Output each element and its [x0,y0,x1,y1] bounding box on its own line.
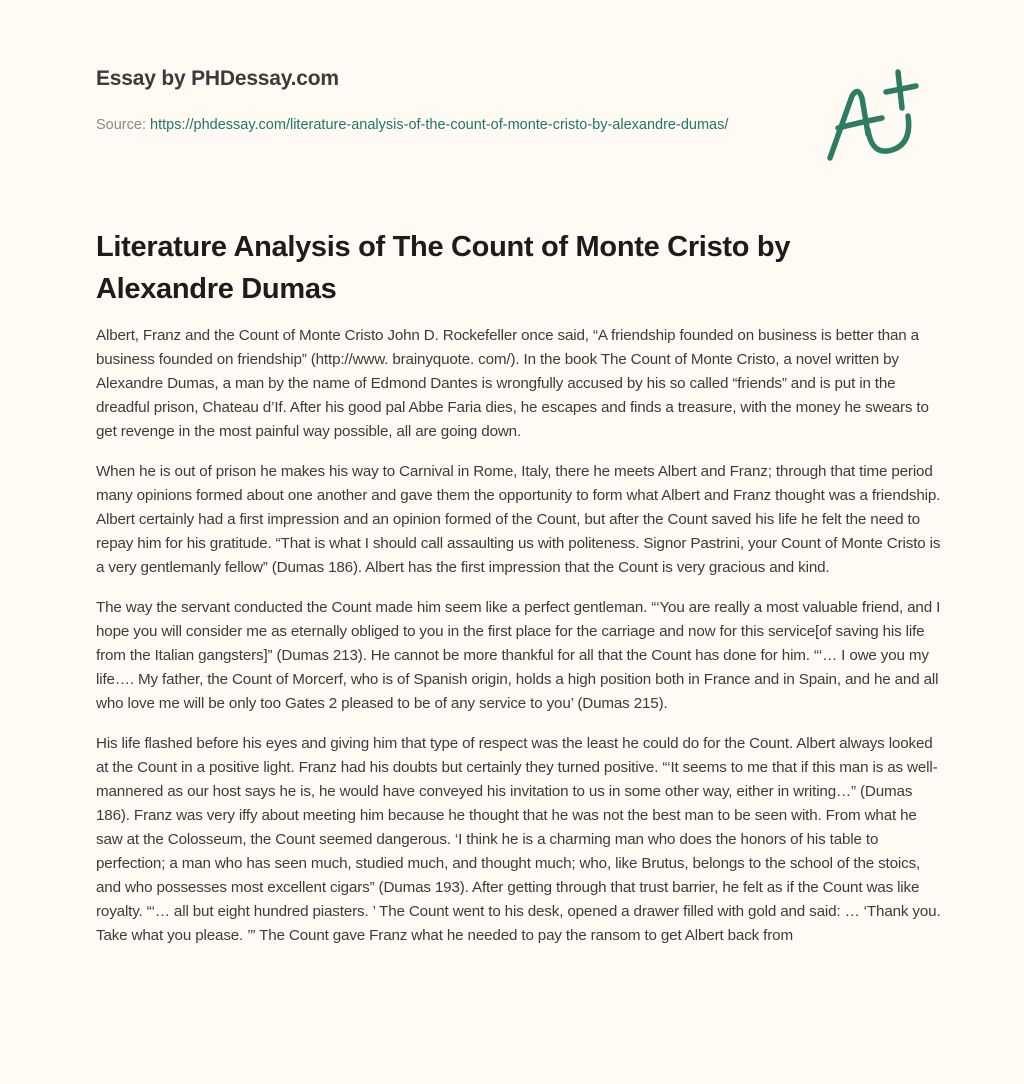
source-line [96,114,736,136]
paragraph: The way the servant conducted the Count made him seem like a perfect gentleman. “‘You are really a most valuable friend, and I hope you will consider me as eternally obliged to you in the first place for the carriage and now for this service[of saving his life from the Italian gangsters]” (Dumas 213). He cannot be more thankful for all that the Count has done for him. “‘… I owe you my life…. My father, the Count of Morcerf, who is of Spanish origin, holds a high position both in France and in Spain, and he and all who love me will be only too Gates 2 pleased to be of any service to you’ (Dumas 215). [96,599,941,712]
a-plus-grade-icon [822,68,926,164]
paragraph: His life flashed before his eyes and giving him that type of respect was the least he could do for the Count. Albert always looked at the Count in a positive light. Franz had his doubts but certainly they turned positive. “‘It seems to me that if this man is as well-mannered as our host says he is, he would have conveyed his invitation to us in some other way, either in writing…” (Dumas 186). Franz was very iffy about meeting him because he thought that he was not the best man to be seen with. From what he saw at the Colosseum, the Count seemed dangerous. ‘I think he is a charming man who does the honors of his table to perfection; a man who has seen much, studied much, and thought much; who, like Brutus, belongs to the school of the stoics, and who possesses most excellent cigars” (Dumas 193). After getting through that trust barrier, he felt as if the Count was like royalty. “‘… all but eight hundred piasters. ’ The Count went to his desk, opened a drawer filled with gold and said: … ‘Thank you. Take what you please. ’” The Count gave Franz what he needed to pay the ransom to get Albert back from [96,735,941,944]
article-body [96,324,941,964]
article-title: Literature Analysis of The Count of Monte Cristo by Alexandre Dumas [96,231,791,305]
source-link[interactable]: https://phdessay.com/literature-analysis-of-the-count-of-monte-cristo-by-alexandre-dumas/ [150,117,729,133]
page-header [96,66,736,136]
paragraph: Albert, Franz and the Count of Monte Cristo John D. Rockefeller once said, “A friendship founded on business is better than a business founded on friendship” (http://www. brainyquote. com/). In the book The Count of Monte Cristo, a novel written by Alexandre Dumas, a man by the name of Edmond Dantes is wrongfully accused by his so called “friends” and is put in the dreadful prison, Chateau d’If. After his good pal Abbe Faria dies, he escapes and finds a treasure, with the money he swears to get revenge in the most painful way possible, all are going down. [96,327,929,440]
paragraph: When he is out of prison he makes his way to Carnival in Rome, Italy, there he meets Albert and Franz; through that time period many opinions formed about one another and gave them the opportunity to form what Albert and Franz thought was a friendship. Albert certainly had a first impression and an opinion formed of the Count, but after the Count saved his life he felt the need to repay him for his gratitude. “That is what I should call assaulting us with politeness. Signor Pastrini, your Count of Monte Cristo is a very gentlemanly fellow” (Dumas 186). Albert has the first impression that the Count is very gracious and kind. [96,463,941,576]
site-title: Essay by PHDessay.com [96,67,339,90]
source-label: Source: [96,117,146,133]
